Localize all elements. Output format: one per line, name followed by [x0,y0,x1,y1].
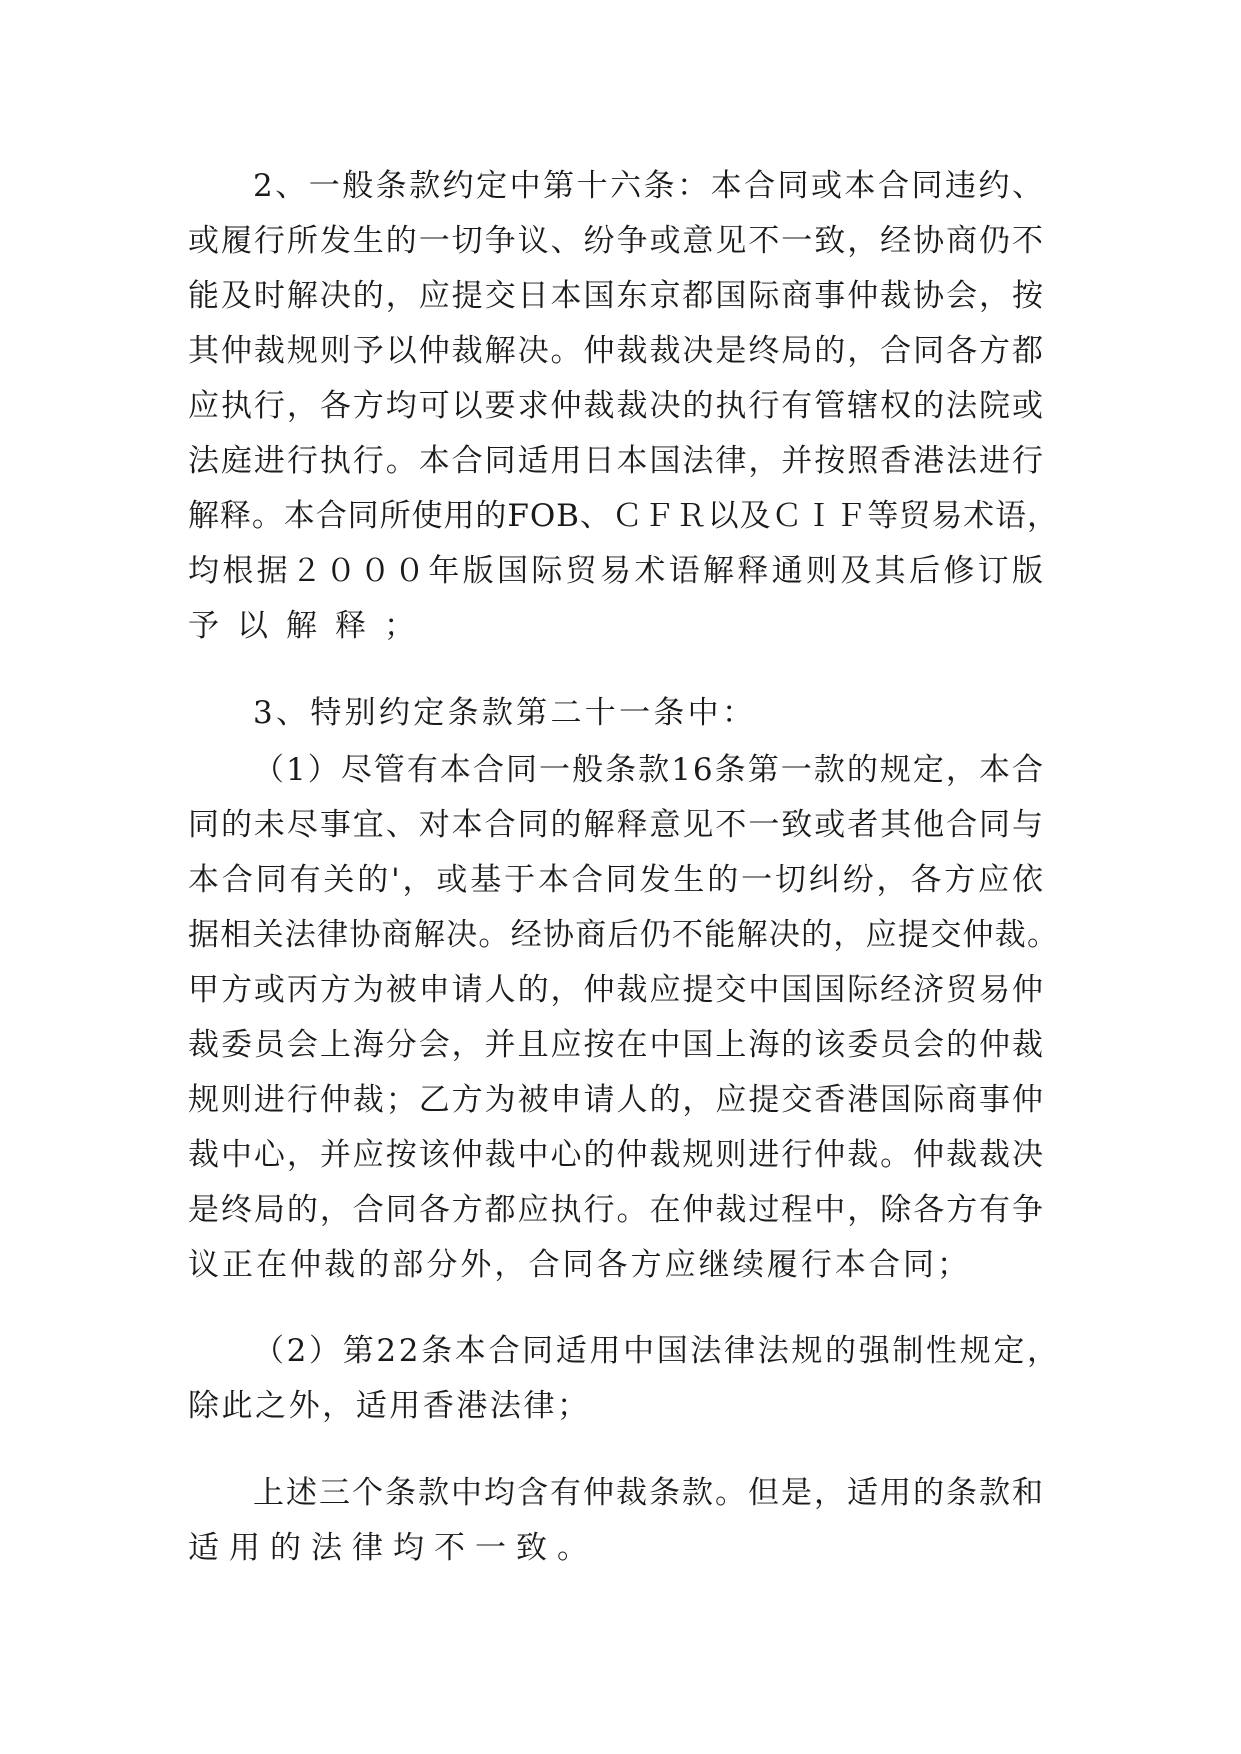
text-line: 是终局的，合同各方都应执行。在仲裁过程中，除各方有争 [188,1192,1045,1228]
text-line: （1）尽管有本合同一般条款16条第一款的规定，本合 [253,752,1046,788]
text-line: 裁委员会上海分会，并且应按在中国上海的该委员会的仲裁 [188,1027,1045,1063]
text-line: 上述三个条款中均含有仲裁条款。但是，适用的条款和 [253,1475,1045,1511]
text-line: 同的未尽事宜、对本合同的解释意见不一致或者其他合同与 [188,807,1045,843]
text-line: 议正在仲裁的部分外，合同各方应继续履行本合同； [188,1247,972,1283]
text-line: 3、特别约定条款第二十一条中： [253,695,757,731]
text-line: 予以解释； [188,608,433,644]
text-line: 甲方或丙方为被申请人的，仲裁应提交中国国际经济贸易仲 [188,972,1045,1008]
text-line: 规则进行仲裁；乙方为被申请人的，应提交香港国际商事仲 [188,1082,1045,1118]
text-line: 法庭进行执行。本合同适用日本国法律，并按照香港法进行 [188,443,1045,479]
text-line: 均根据２０００年版国际贸易术语解释通则及其后修订版 [188,553,1047,589]
text-line: 解释。本合同所使用的FOB、ＣＦＲ以及ＣＩＦ等贸易术语， [188,498,1059,534]
text-line: 本合同有关的'，或基于本合同发生的一切纠纷，各方应依 [188,862,1046,898]
text-line: 应执行，各方均可以要求仲裁裁决的执行有管辖权的法院或 [188,388,1045,424]
text-line: （2）第22条本合同适用中国法律法规的强制性规定， [253,1333,1061,1369]
text-line: 裁中心，并应按该仲裁中心的仲裁规则进行仲裁。仲裁裁决 [188,1137,1045,1173]
text-line: 除此之外，适用香港法律； [188,1388,591,1424]
text-line: 能及时解决的，应提交日本国东京都国际商事仲裁协会，按 [188,278,1045,314]
text-line: 2、一般条款约定中第十六条：本合同或本合同违约、 [253,168,1046,204]
text-line: 或履行所发生的一切争议、纷争或意见不一致，经协商仍不 [188,223,1045,259]
text-line: 据相关法律协商解决。经协商后仍不能解决的，应提交仲裁。 [188,917,1060,953]
text-line: 适用的法律均不一致。 [188,1530,598,1566]
text-line: 其仲裁规则予以仲裁解决。仲裁裁决是终局的，合同各方都 [188,333,1045,369]
